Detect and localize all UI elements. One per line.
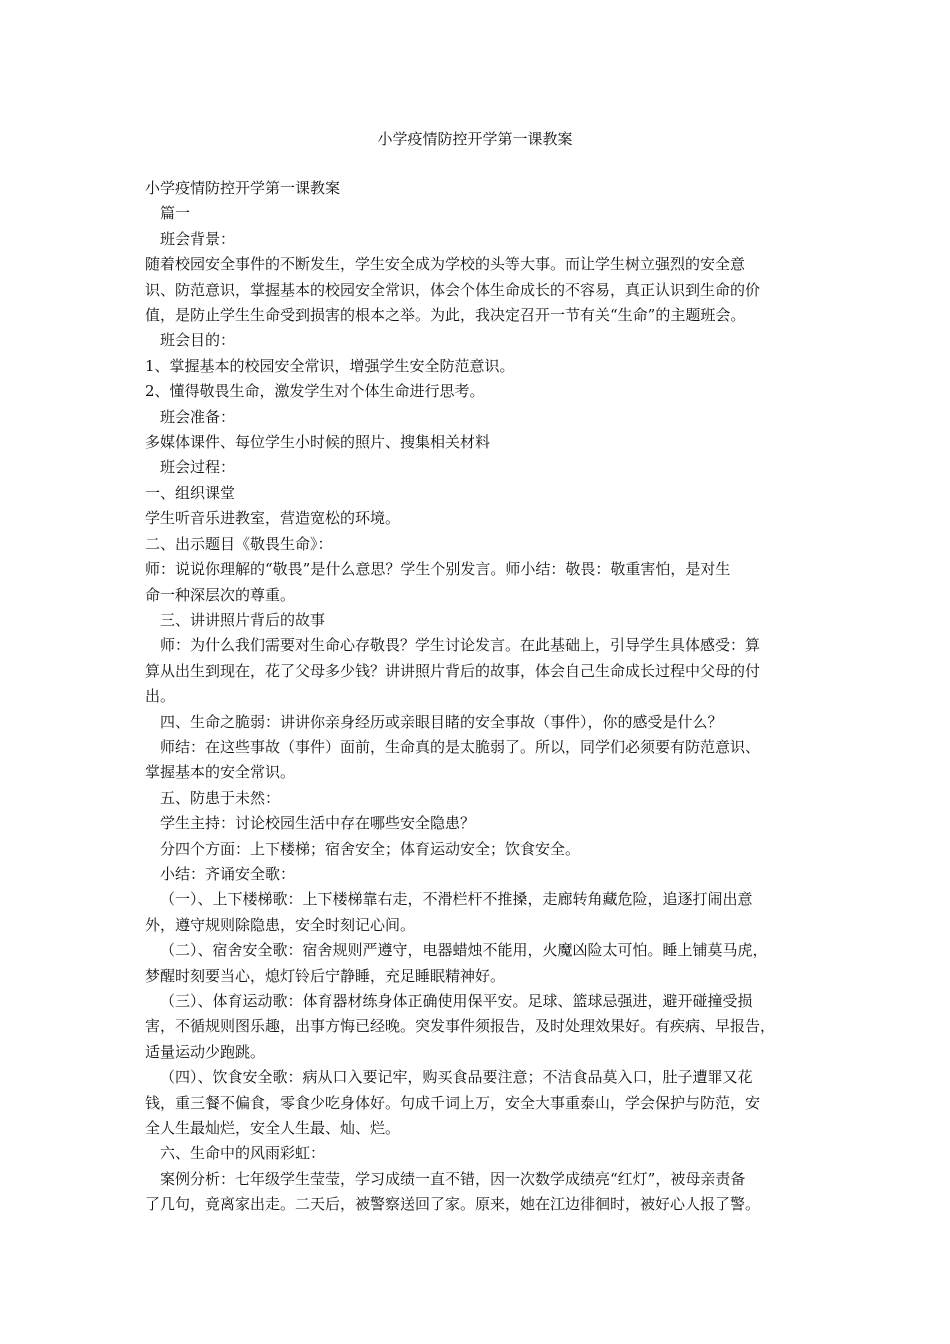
text-line: 适量运动少跑跳。 xyxy=(145,1042,266,1061)
text-line: 学生主持：讨论校园生活中存在哪些安全隐患？ xyxy=(160,814,476,833)
text-line: 六、生命中的风雨彩虹： xyxy=(160,1144,326,1163)
document-title: 小学疫情防控开学第一课教案 xyxy=(377,130,573,148)
text-line: 1、掌握基本的校园安全常识，增强学生安全防范意识。 xyxy=(145,356,515,375)
text-line: 梦醒时刻要当心，熄灯铃后宁静睡，充足睡眠精神好。 xyxy=(145,966,506,985)
text-line: 全人生最灿烂，安全人生最、灿、烂。 xyxy=(145,1119,401,1138)
text-line: 师结：在这些事故（事件）面前，生命真的是太脆弱了。所以，同学们必须要有防范意识、 xyxy=(160,737,761,756)
text-line: 2、懂得敬畏生命，激发学生对个体生命进行思考。 xyxy=(145,382,485,401)
text-line: （一）、上下楼梯歌：上下楼梯靠右走，不滑栏杆不推搡，走廊转角藏危险，追逐打闹出意 xyxy=(160,890,753,909)
text-line: 二、出示题目《敬畏生命》： xyxy=(145,534,333,553)
text-line: 班会背景： xyxy=(160,229,236,248)
text-line: 五、防患于未然： xyxy=(160,788,281,807)
text-line: （三）、体育运动歌：体育器材练身体正确使用保平安。足球、篮球忌强进，避开碰撞受损 xyxy=(160,992,753,1010)
text-line: 三、讲讲照片背后的故事 xyxy=(160,610,326,629)
text-line: 学生听音乐进教室，营造宽松的环境。 xyxy=(145,509,401,528)
text-line: 师：说说你理解的“敬畏”是什么意思？学生个别发言。师小结：敬畏：敬重害怕，是对生 xyxy=(145,560,731,579)
text-line: 钱，重三餐不偏食，零食少吃身体好。句成千词上万，安全大事重泰山，学会保护与防范，安 xyxy=(145,1093,761,1112)
text-line: 小结：齐诵安全歌： xyxy=(160,864,296,883)
text-line: 值，是防止学生生命受到损害的根本之举。为此，我决定召开一节有关“生命”的主题班会。 xyxy=(145,306,746,325)
text-line: 掌握基本的安全常识。 xyxy=(145,763,296,782)
text-line: 案例分析：七年级学生莹莹，学习成绩一直不错，因一次数学成绩亮“红灯”，被母亲责备 xyxy=(160,1169,746,1188)
text-line: （四）、饮食安全歌：病从口入要记牢，购买食品要注意；不洁食品莫入口，肚子遭罪又花 xyxy=(160,1068,753,1087)
text-line: 命一种深层次的尊重。 xyxy=(145,585,296,604)
text-line: 一、组织课堂 xyxy=(145,483,236,502)
text-line: 随着校园安全事件的不断发生，学生安全成为学校的头等大事。而让学生树立强烈的安全意 xyxy=(145,255,746,274)
text-line: 四、生命之脆弱：讲讲你亲身经历或亲眼目睹的安全事故（事件），你的感受是什么？ xyxy=(160,712,723,731)
text-line: 分四个方面：上下楼梯；宿舍安全；体育运动安全；饮食安全。 xyxy=(160,839,581,858)
text-line: 外，遵守规则除隐患，安全时刻记心间。 xyxy=(145,915,416,934)
document-body xyxy=(145,176,805,1218)
text-line: 篇一 xyxy=(160,204,191,223)
text-line: （二）、宿舍安全歌：宿舍规则严遵守，电器蜡烛不能用，火魔凶险太可怕。睡上铺莫马虎， xyxy=(160,941,768,960)
text-line: 出。 xyxy=(145,687,176,706)
text-line: 害，不循规则图乐趣，出事方悔已经晚。突发事件须报告，及时处理效果好。有疾病、早报告， xyxy=(145,1017,776,1036)
text-line: 班会目的： xyxy=(160,331,236,350)
text-line: 班会过程： xyxy=(160,458,236,477)
text-line: 算从出生到现在，花了父母多少钱？讲讲照片背后的故事，体会自己生命成长过程中父母的付 xyxy=(145,661,761,680)
text-line: 小学疫情防控开学第一课教案 xyxy=(145,179,341,197)
text-line: 了几句，竟离家出走。二天后，被警察送回了家。原来，她在江边徘徊时，被好心人报了警。 xyxy=(145,1195,761,1214)
text-line: 班会准备： xyxy=(160,407,236,426)
text-line: 识、防范意识，掌握基本的校园安全常识，体会个体生命成长的不容易，真正认识到生命的价 xyxy=(145,280,761,299)
text-line: 多媒体课件、每位学生小时候的照片、搜集相关材料 xyxy=(145,433,491,452)
text-line: 师：为什么我们需要对生命心存敬畏？学生讨论发言。在此基础上，引导学生具体感受：算 xyxy=(160,636,761,655)
